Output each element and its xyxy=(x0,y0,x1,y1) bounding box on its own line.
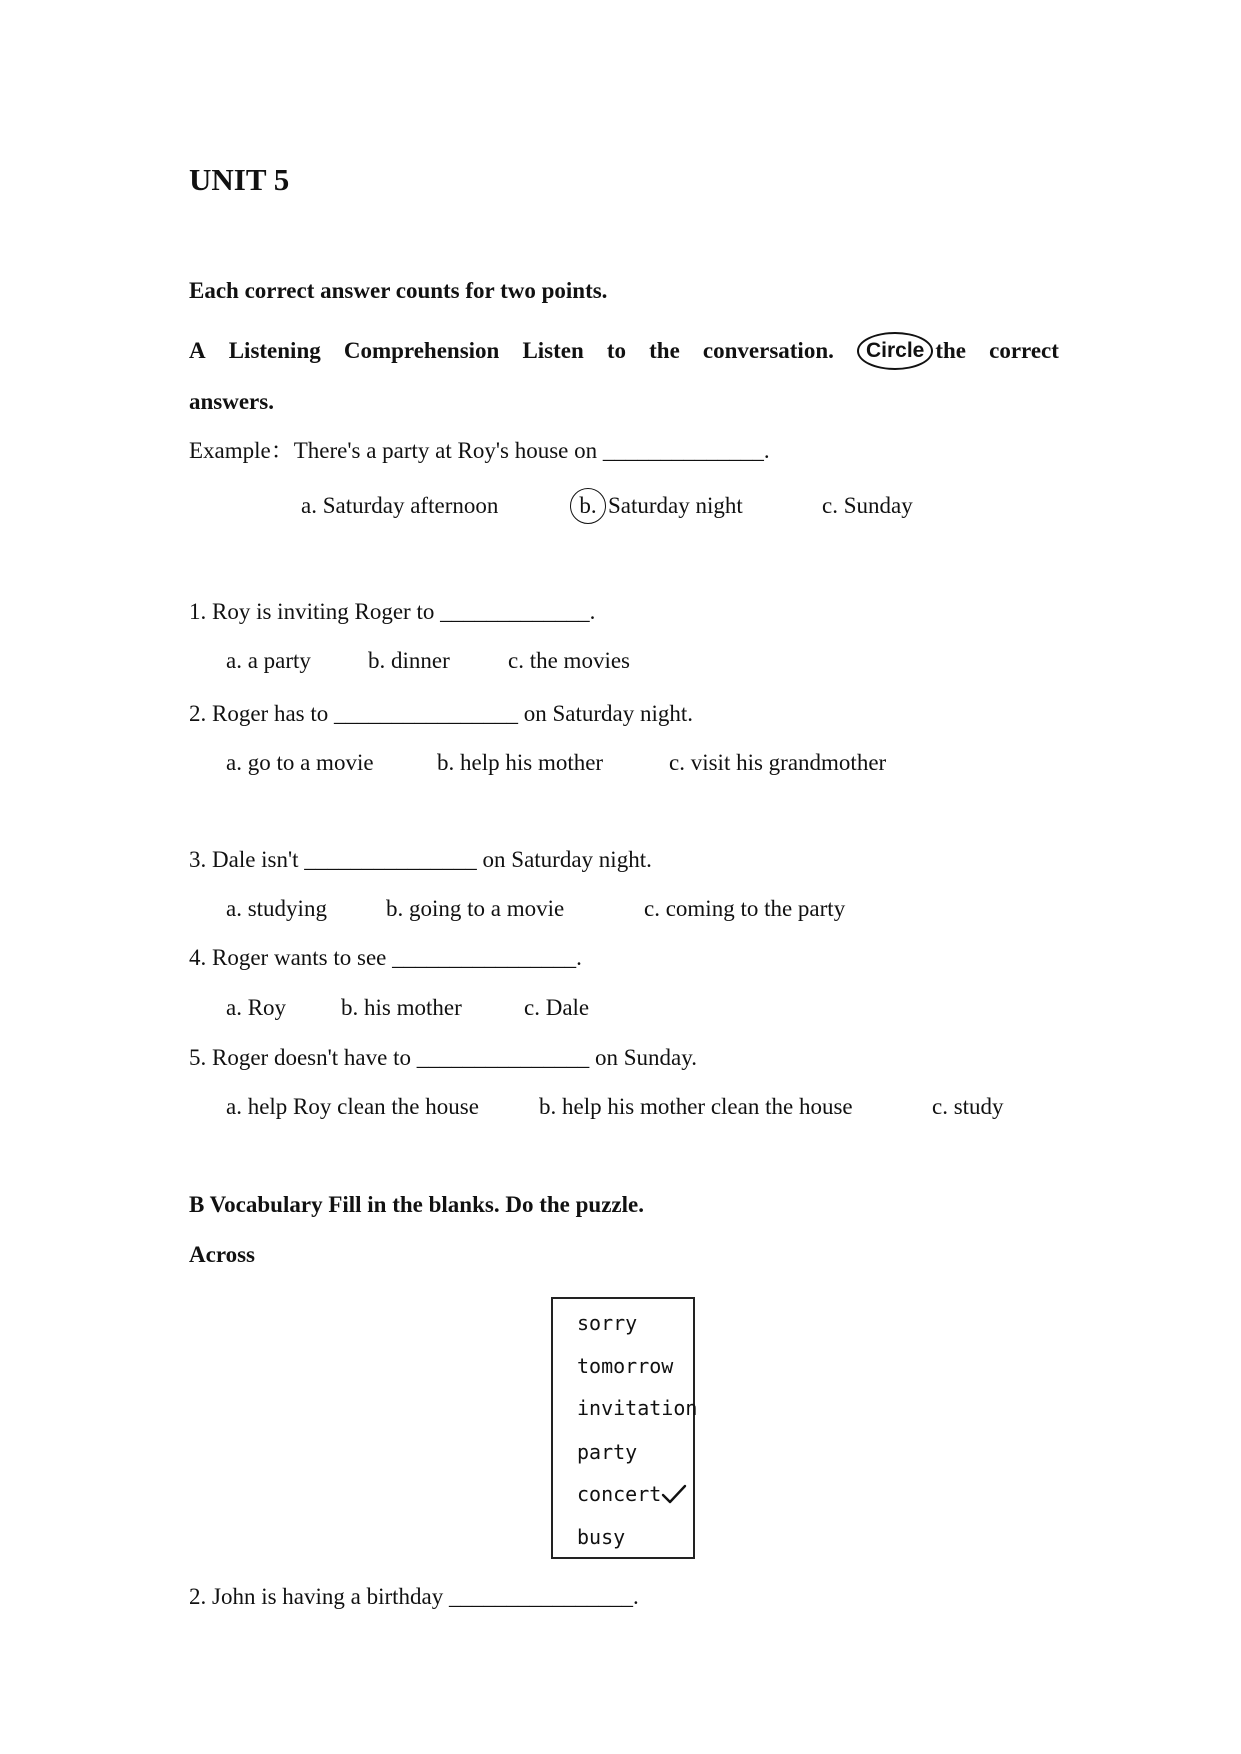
q2-option-b: b. help his mother xyxy=(437,750,604,775)
question-1: 1. Roy is inviting Roger to _____________. xyxy=(189,599,596,624)
q4-option-b: b. his mother xyxy=(341,995,462,1020)
q1-option-a: a. a party xyxy=(226,648,311,673)
example-option-b: b. Saturday night xyxy=(570,488,743,524)
scoring-note: Each correct answer counts for two points. xyxy=(189,278,608,303)
word-box-item: busy xyxy=(577,1525,626,1549)
word-box-item-checked: concert xyxy=(577,1482,687,1506)
q4-option-a: a. Roy xyxy=(226,995,287,1020)
circled-answer-letter: b. xyxy=(570,488,606,524)
example-prompt: Example：There's a party at Roy's house on ______________. xyxy=(189,438,770,463)
question-5: 5. Roger doesn't have to _______________ on Sunday. xyxy=(189,1045,697,1070)
q3-option-b: b. going to a movie xyxy=(386,896,565,921)
word-box-item: party xyxy=(577,1440,638,1464)
word-box-item: invitation xyxy=(577,1396,698,1420)
q3-option-c: c. coming to the party xyxy=(644,896,846,921)
word-box-item: tomorrow xyxy=(577,1354,674,1378)
section-b-question-2: 2. John is having a birthday ________________. xyxy=(189,1584,639,1609)
check-mark-icon xyxy=(661,1483,687,1505)
circle-oval-label: Circle xyxy=(857,332,933,370)
heading-word: to xyxy=(606,338,627,363)
section-b-heading: B Vocabulary Fill in the blanks. Do the puzzle. xyxy=(189,1192,644,1217)
section-b-subheading-across: Across xyxy=(189,1242,256,1267)
heading-word: A xyxy=(189,338,206,363)
q2-option-a: a. go to a movie xyxy=(226,750,374,775)
heading-word: the xyxy=(935,338,967,363)
q2-option-c: c. visit his grandmother xyxy=(669,750,887,775)
example-option-c: c. Sunday xyxy=(822,493,913,518)
q5-option-c: c. study xyxy=(932,1094,1004,1119)
question-4: 4. Roger wants to see ________________. xyxy=(189,945,582,970)
heading-word: Listen xyxy=(522,338,584,363)
section-a-heading-line2: answers. xyxy=(189,389,274,414)
question-3: 3. Dale isn't _______________ on Saturday night. xyxy=(189,847,652,872)
unit-title: UNIT 5 xyxy=(189,162,290,197)
question-2: 2. Roger has to ________________ on Saturday night. xyxy=(189,701,694,726)
section-a-heading xyxy=(189,332,1059,370)
q4-option-c: c. Dale xyxy=(524,995,590,1020)
word-box xyxy=(551,1297,698,1559)
q1-option-b: b. dinner xyxy=(368,648,450,673)
heading-word: Comprehension xyxy=(343,338,500,363)
heading-word: Listening xyxy=(228,338,321,363)
heading-word: the xyxy=(649,338,680,363)
heading-word: correct xyxy=(989,338,1059,363)
heading-word: conversation. xyxy=(702,338,834,363)
q5-option-a: a. help Roy clean the house xyxy=(226,1094,479,1119)
q3-option-a: a. studying xyxy=(226,896,327,921)
example-option-a: a. Saturday afternoon xyxy=(301,493,499,518)
circle-instruction xyxy=(857,332,966,370)
word-box-item: sorry xyxy=(577,1311,638,1335)
q5-option-b: b. help his mother clean the house xyxy=(539,1094,853,1119)
q1-option-c: c. the movies xyxy=(508,648,630,673)
